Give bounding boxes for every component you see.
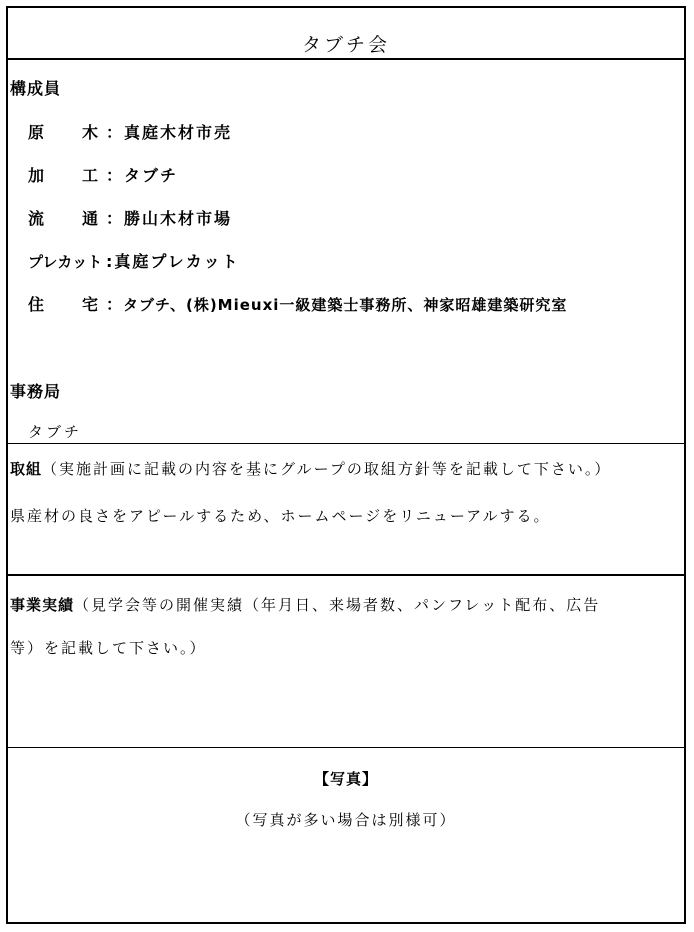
member-value: タブチ (124, 166, 179, 185)
member-key: 加 工 (28, 166, 101, 185)
document-frame (6, 6, 686, 924)
member-key: 原 木 (28, 123, 101, 142)
title-section (8, 8, 684, 60)
members-heading: 構成員 (10, 79, 62, 98)
torikumi-body: 県産材の良さをアピールするため、ホームページをリニューアルする。 (10, 507, 551, 525)
member-key: 流 通 (28, 209, 101, 228)
member-key: 住 宅 (28, 295, 101, 314)
member-value: 勝山木材市場 (124, 209, 233, 228)
jisseki-note-line1: （見学会等の開催実績（年月日、来場者数、パンフレット配布、広告 (74, 596, 601, 614)
member-row-kakou (8, 163, 178, 186)
member-separator: ： (106, 166, 125, 185)
member-value: タブチ、(株)Mieuxi一級建築士事務所、神家昭雄建築研究室 (123, 296, 568, 314)
jisseki-section (8, 576, 684, 748)
document-title: タブチ会 (301, 34, 390, 56)
member-value: 真庭木材市売 (124, 123, 233, 142)
torikumi-label: 取組 (10, 460, 43, 478)
torikumi-section (8, 444, 684, 576)
member-value: 真庭プレカット (114, 252, 240, 271)
member-row-precut (8, 249, 240, 272)
jisseki-header (10, 594, 600, 615)
member-row-juutaku (8, 292, 567, 315)
torikumi-note: （実施計画に記載の内容を基にグループの取組方針等を記載して下さい。） (42, 460, 612, 478)
member-separator: ： (106, 295, 124, 314)
member-separator: : (106, 252, 115, 271)
office-heading: 事務局 (10, 382, 62, 401)
photo-section (8, 748, 684, 922)
member-separator: ： (106, 209, 125, 228)
member-row-genboku (8, 120, 232, 143)
member-row-ryuutsuu (8, 206, 232, 229)
jisseki-note-line2: 等）を記載して下さい。） (10, 639, 207, 657)
photo-note: （写真が多い場合は別様可） (235, 811, 457, 829)
photo-heading: 【写真】 (313, 770, 378, 788)
torikumi-header (10, 458, 611, 479)
office-value: タブチ (28, 423, 83, 441)
members-section (8, 60, 684, 444)
member-separator: ： (106, 123, 125, 142)
member-key: プレカット (28, 253, 103, 271)
jisseki-label: 事業実績 (10, 596, 75, 614)
